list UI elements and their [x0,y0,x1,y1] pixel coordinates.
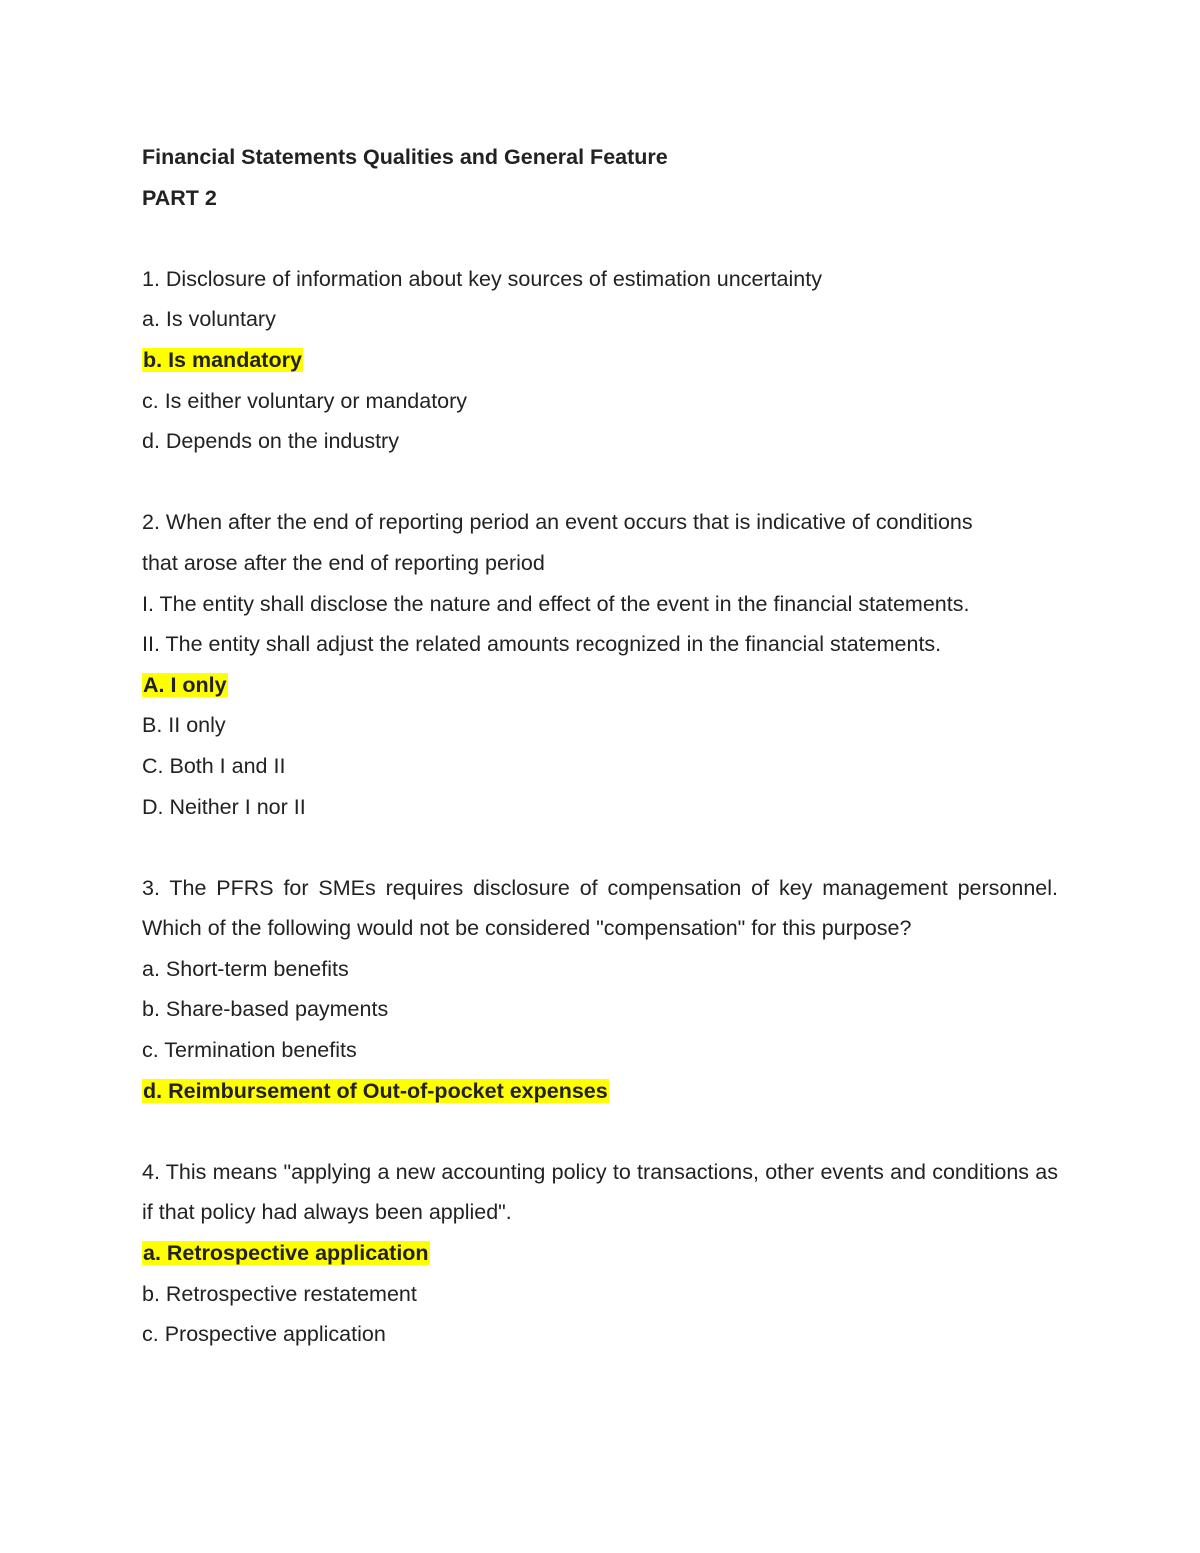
answer-highlight: a. Retrospective application [143,1241,429,1266]
question-4 [142,1152,1058,1355]
question-2-stem-line-2: that arose after the end of reporting period [142,550,545,575]
question-3-option-b: b. Share-based payments [142,997,389,1022]
question-2-option-d: D. Neither I nor II [142,794,306,819]
question-4-option-b: b. Retrospective restatement [142,1281,417,1306]
question-4-option-c: c. Prospective application [142,1322,386,1347]
answer-highlight: b. Is mandatory [143,347,302,372]
answer-highlight: d. Reimbursement of Out-of-pocket expenses [143,1078,608,1103]
question-1 [142,259,1058,462]
question-2-option-a-answer [142,665,1058,706]
document-page [142,137,1058,1355]
part-heading: PART 2 [142,185,217,210]
question-1-option-d: d. Depends on the industry [142,429,399,454]
question-3 [142,868,1058,1112]
spacer [142,1111,1058,1152]
question-2 [142,502,1058,827]
answer-highlight: A. I only [143,672,227,697]
question-3-stem: 3. The PFRS for SMEs requires disclosure of compensation of key management personnel. Which of the following would not be considered "compensation" for this purpose? [142,875,1058,941]
spacer [142,827,1058,868]
question-1-option-c: c. Is either voluntary or mandatory [142,388,468,413]
spacer [142,462,1058,503]
question-1-option-a: a. Is voluntary [142,307,276,332]
question-3-option-a: a. Short-term benefits [142,956,349,981]
question-2-stem-line-1: 2. When after the end of reporting period an event occurs that is indicative of conditions [142,510,973,535]
question-4-option-a-answer [142,1233,1058,1274]
question-2-statement-1: I. The entity shall disclose the nature and effect of the event in the financial statements. [142,591,970,616]
question-2-option-c: C. Both I and II [142,753,286,778]
question-2-option-b: B. II only [142,713,226,738]
question-2-statement-2: II. The entity shall adjust the related amounts recognized in the financial statements. [142,632,942,657]
question-3-option-c: c. Termination benefits [142,1038,357,1063]
question-3-option-d-answer [142,1071,1058,1112]
question-4-stem: 4. This means "applying a new accounting policy to transactions, other events and conditions as if that policy had always been applied". [142,1159,1058,1225]
question-1-stem: 1. Disclosure of information about key sources of estimation uncertainty [142,266,822,291]
spacer [142,218,1058,259]
document-title: Financial Statements Qualities and General Feature [142,145,668,169]
question-1-option-b-answer [142,340,1058,381]
